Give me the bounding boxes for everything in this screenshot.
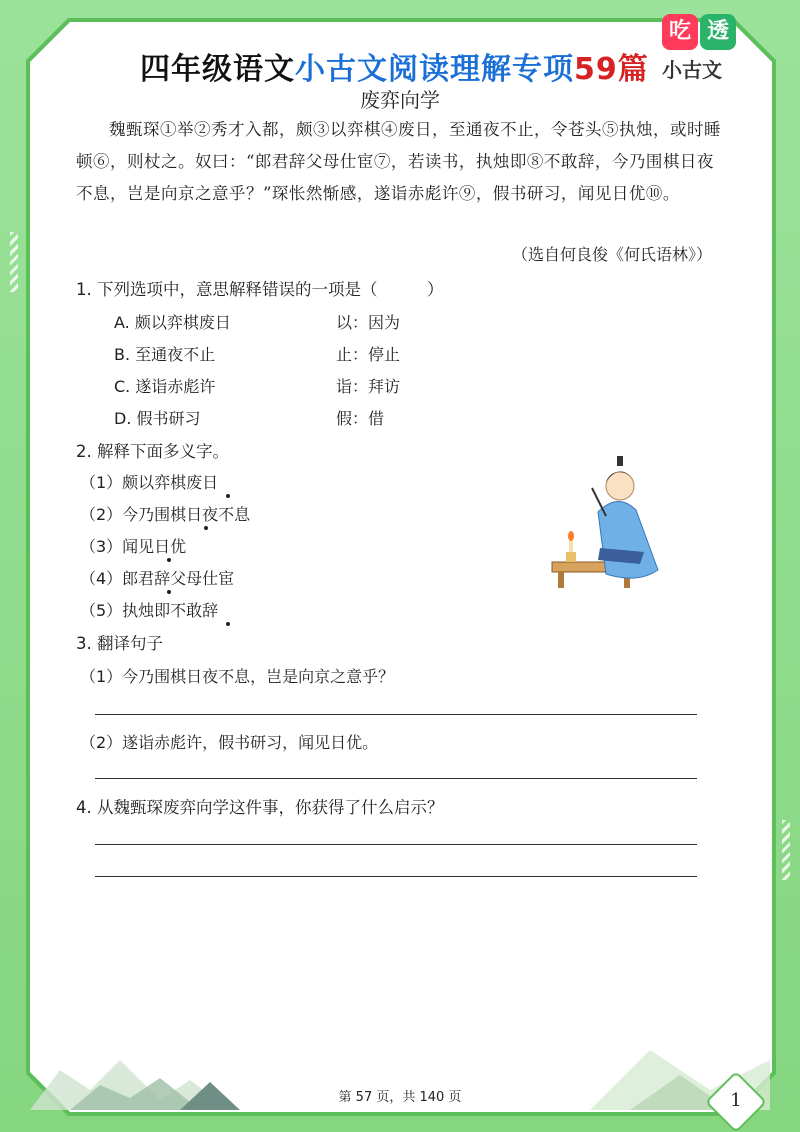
- brand-logo: [662, 14, 772, 80]
- frame-stripe: [10, 232, 18, 292]
- q1-option-a: A. 颇以弈棋废日: [114, 313, 231, 332]
- emphasis-dot: [226, 622, 230, 626]
- page-badge-number: 1: [730, 1090, 742, 1111]
- logo-char-chi: 吃: [662, 14, 698, 50]
- q2-item-3: （3）闻见日优: [80, 537, 187, 556]
- q1-option-b: B. 至通夜不止: [114, 345, 216, 364]
- emphasis-dot: [204, 526, 208, 530]
- q1-option-d-gloss: 假：借: [336, 409, 385, 428]
- question-4-stem: 4. 从魏甄琛废弈向学这件事，你获得了什么启示？: [76, 798, 444, 817]
- answer-line[interactable]: [95, 714, 697, 715]
- emphasis-dot: [167, 590, 171, 594]
- q2-item-1: （1）颇以弈棋废日: [80, 473, 219, 492]
- q3-item-1: （1）今乃围棋日夜不息，岂是向京之意乎？: [80, 667, 395, 686]
- passage-source: （选自何良俊《何氏语林》）: [511, 245, 712, 264]
- answer-line[interactable]: [95, 844, 697, 845]
- page-number-text: 第 57 页，共 140 页: [338, 1090, 462, 1105]
- q1-option-a-gloss: 以：因为: [336, 313, 401, 332]
- passage-title: 废弈向学: [360, 88, 440, 112]
- title-part-count: 59篇: [574, 52, 649, 87]
- question-2-stem: 2. 解释下面多义字。: [76, 442, 229, 461]
- answer-line[interactable]: [95, 876, 697, 877]
- title-part-topic: 小古文阅读理解专项: [295, 52, 574, 87]
- question-1-stem: 1. 下列选项中，意思解释错误的一项是（ ）: [76, 280, 444, 299]
- answer-line[interactable]: [95, 778, 697, 779]
- q2-item-5: （5）执烛即不敢辞: [80, 601, 219, 620]
- q1-option-b-gloss: 止：停止: [336, 345, 401, 364]
- emphasis-dot: [226, 494, 230, 498]
- emphasis-dot: [167, 558, 171, 562]
- scholar-reading-illustration: [548, 452, 672, 592]
- title-part-grade: 四年级语文: [140, 52, 295, 87]
- frame-stripe: [782, 820, 790, 880]
- q2-item-4: （4）郎君辞父母仕宦: [80, 569, 235, 588]
- passage-text: 魏甄琛①举②秀才入都，颇③以弈棋④废日，至通夜不止，令苍头⑤执烛，或时睡顿⑥，则杖之。奴曰：“郎君辞父母仕宦⑦，若读书，执烛即⑧不敢辞，今乃围棋日夜不息，岂是向京之意乎？”琛怅然惭感，遂诣赤彪许⑨，假书研习，闻见日优⑩。: [76, 120, 721, 203]
- question-3-stem: 3. 翻译句子: [76, 634, 163, 653]
- q1-option-c: C. 遂诣赤彪许: [114, 377, 216, 396]
- q1-option-c-gloss: 诣：拜访: [336, 377, 401, 396]
- q3-item-2: （2）遂诣赤彪许，假书研习，闻见日优。: [80, 733, 379, 752]
- logo-char-tou: 透: [700, 14, 736, 50]
- q1-option-d: D. 假书研习: [114, 409, 201, 428]
- logo-subtitle: 小古文: [662, 58, 722, 82]
- page-title: [140, 44, 649, 88]
- q2-item-2: （2）今乃围棋日夜不息: [80, 505, 251, 524]
